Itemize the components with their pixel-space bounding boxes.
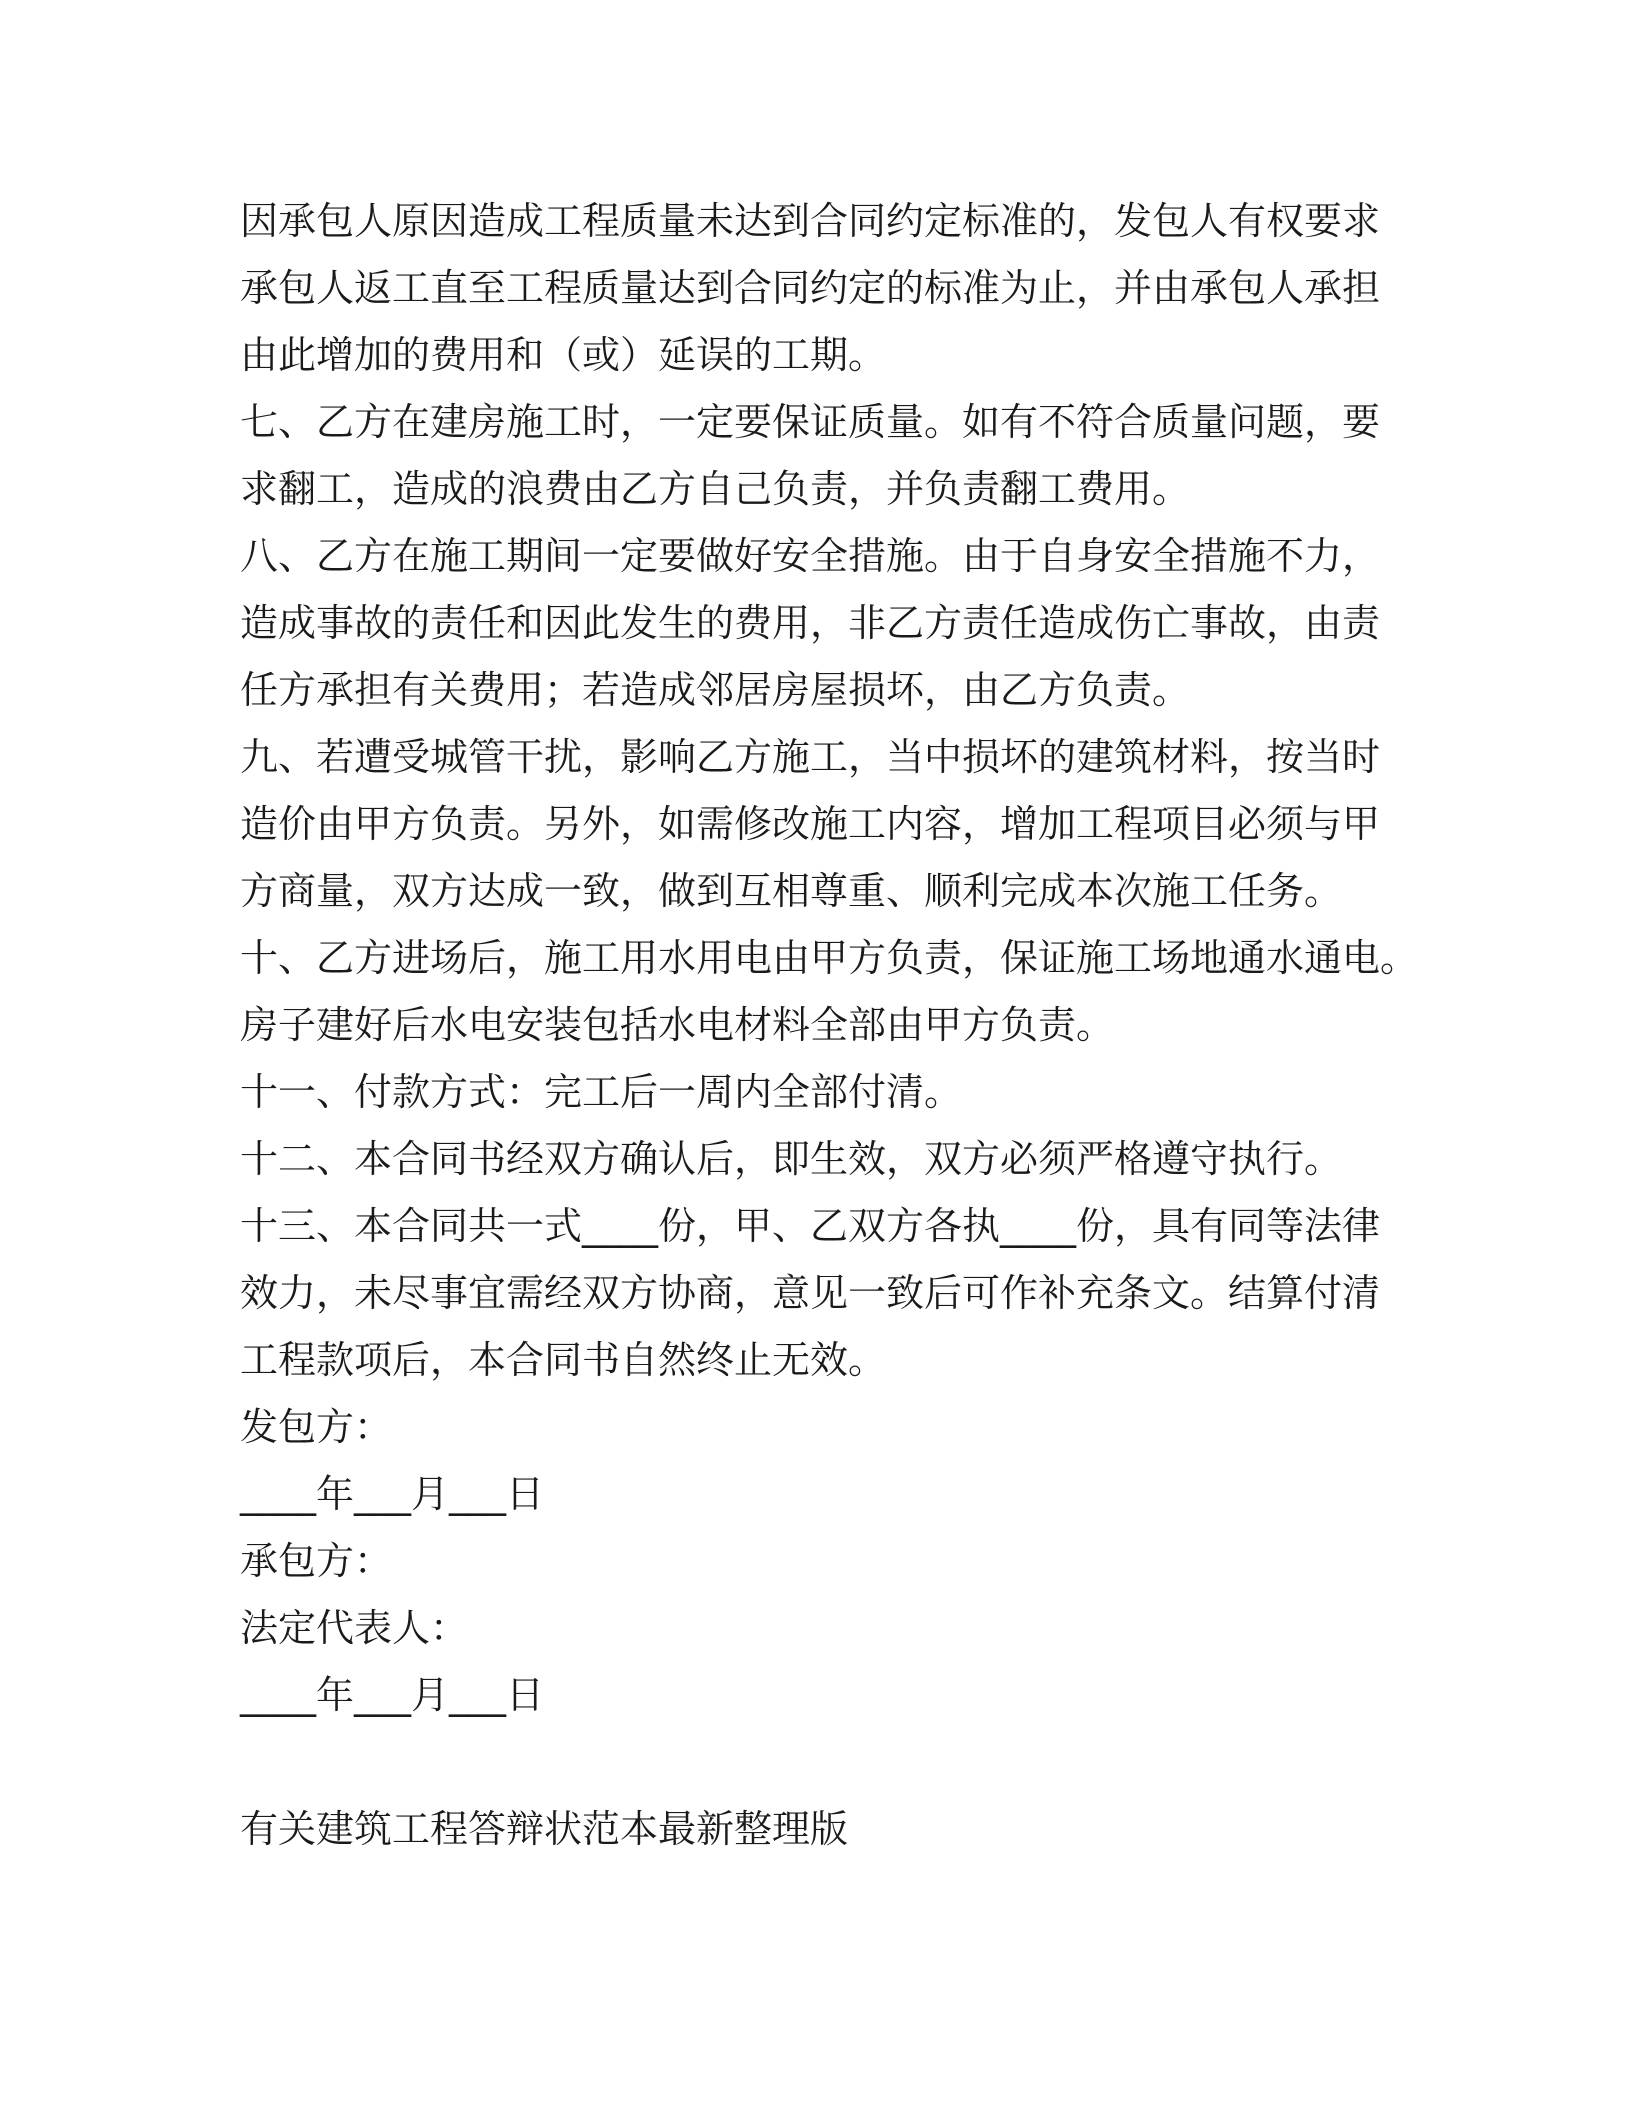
spacer [240, 1729, 1420, 1796]
legal-representative-label: 法定代表人： [240, 1606, 469, 1650]
text-line: 承包人返工直至工程质量达到合同约定的标准为止，并由承包人承担 [240, 266, 1381, 310]
clause-8: 八、乙方在施工期间一定要做好安全措施。由于自身安全措施不力， [240, 534, 1381, 578]
clause-7: 七、乙方在建房施工时，一定要保证质量。如有不符合质量问题，要 [240, 400, 1381, 444]
contractor-label: 承包方： [240, 1539, 393, 1583]
employer-date: ____年___月___日 [240, 1472, 545, 1516]
text-line: 任方承担有关费用；若造成邻居房屋损坏，由乙方负责。 [240, 668, 1191, 712]
next-document-title: 有关建筑工程答辩状范本最新整理版 [240, 1807, 849, 1851]
employer-label: 发包方： [240, 1405, 393, 1449]
clause-9: 九、若遭受城管干扰，影响乙方施工，当中损坏的建筑材料，按当时 [240, 735, 1381, 779]
text-line: 房子建好后水电安装包括水电材料全部由甲方负责。 [240, 1003, 1115, 1047]
clause-11: 十一、付款方式：完工后一周内全部付清。 [240, 1070, 963, 1114]
text-line: 效力，未尽事宜需经双方协商，意见一致后可作补充条文。结算付清 [240, 1271, 1381, 1315]
text-line: 造成事故的责任和因此发生的费用，非乙方责任造成伤亡事故，由责 [240, 601, 1381, 645]
text-line: 因承包人原因造成工程质量未达到合同约定标准的，发包人有权要求 [240, 199, 1381, 243]
text-line: 造价由甲方负责。另外，如需修改施工内容，增加工程项目必须与甲 [240, 802, 1381, 846]
clause-10: 十、乙方进场后，施工用水用电由甲方负责，保证施工场地通水通电。 [240, 936, 1419, 980]
contractor-date: ____年___月___日 [240, 1673, 545, 1717]
clause-13: 十三、本合同共一式____份，甲、乙双方各执____份，具有同等法律 [240, 1204, 1381, 1248]
text-line: 求翻工，造成的浪费由乙方自己负责，并负责翻工费用。 [240, 467, 1191, 511]
document-body [240, 188, 1420, 1863]
text-line: 方商量，双方达成一致，做到互相尊重、顺利完成本次施工任务。 [240, 869, 1343, 913]
text-line: 工程款项后，本合同书自然终止无效。 [240, 1338, 887, 1382]
clause-12: 十二、本合同书经双方确认后，即生效，双方必须严格遵守执行。 [240, 1137, 1343, 1181]
text-line: 由此增加的费用和（或）延误的工期。 [240, 333, 887, 377]
